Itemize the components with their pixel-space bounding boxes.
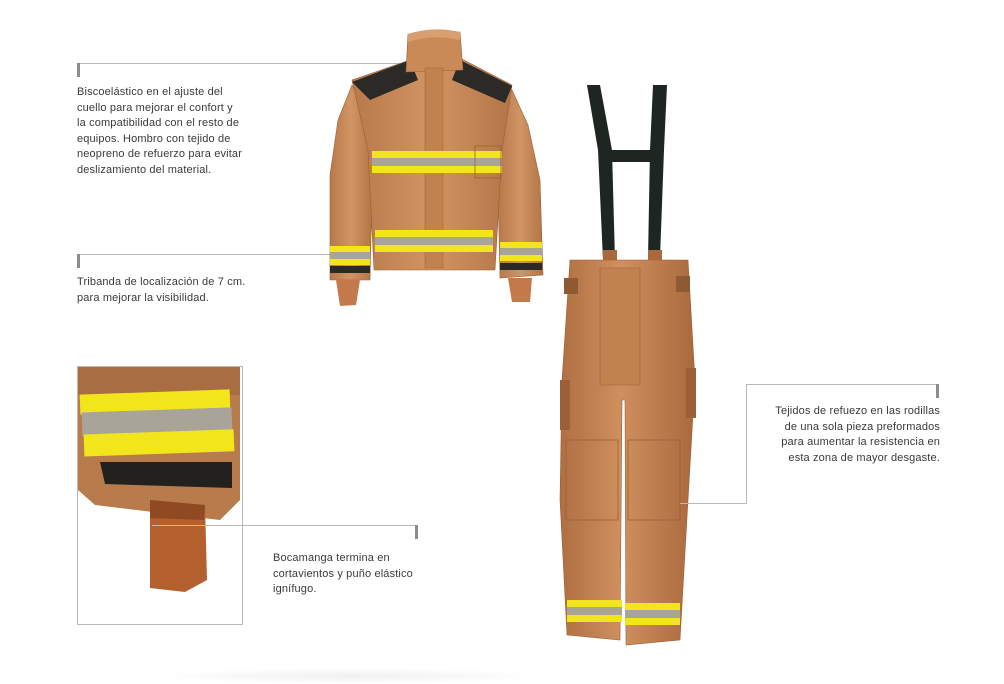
collar-line-6: deslizamiento del material. <box>77 163 212 176</box>
knee-line-3: para aumentar la resistencia en <box>781 436 940 448</box>
knee-callout-marker <box>936 384 939 398</box>
collar-line-2: cuello para mejorar el confort y <box>77 101 233 114</box>
collar-line-1: Biscoelástico en el ajuste del <box>77 86 223 98</box>
collar-line-4: equipos. Hombro con tejido de <box>77 132 231 145</box>
cuff-line-3: ignífugo. <box>273 583 317 595</box>
knee-line-1: Tejidos de refuezo en las rodillas <box>775 405 940 417</box>
bottom-shadow <box>150 668 550 684</box>
cuff-line-2: cortavientos y puño elástico <box>273 567 413 580</box>
cuff-line-1: Bocamanga termina en <box>273 552 390 564</box>
collar-line-3: la compatibilidad con el resto de <box>77 117 240 129</box>
band-line-2: para mejorar la visibilidad. <box>77 291 209 304</box>
knee-callout-bottom-line <box>680 503 747 504</box>
knee-line-2: de una sola pieza preformados <box>784 420 940 433</box>
knee-annotation <box>740 404 940 466</box>
collar-line-5: neopreno de refuerzo para evitar <box>77 148 243 160</box>
band-line-1: Tribanda de localización de 7 cm. <box>77 276 246 288</box>
knee-callout-top-line <box>746 384 936 385</box>
knee-line-4: esta zona de mayor desgaste. <box>788 451 940 464</box>
